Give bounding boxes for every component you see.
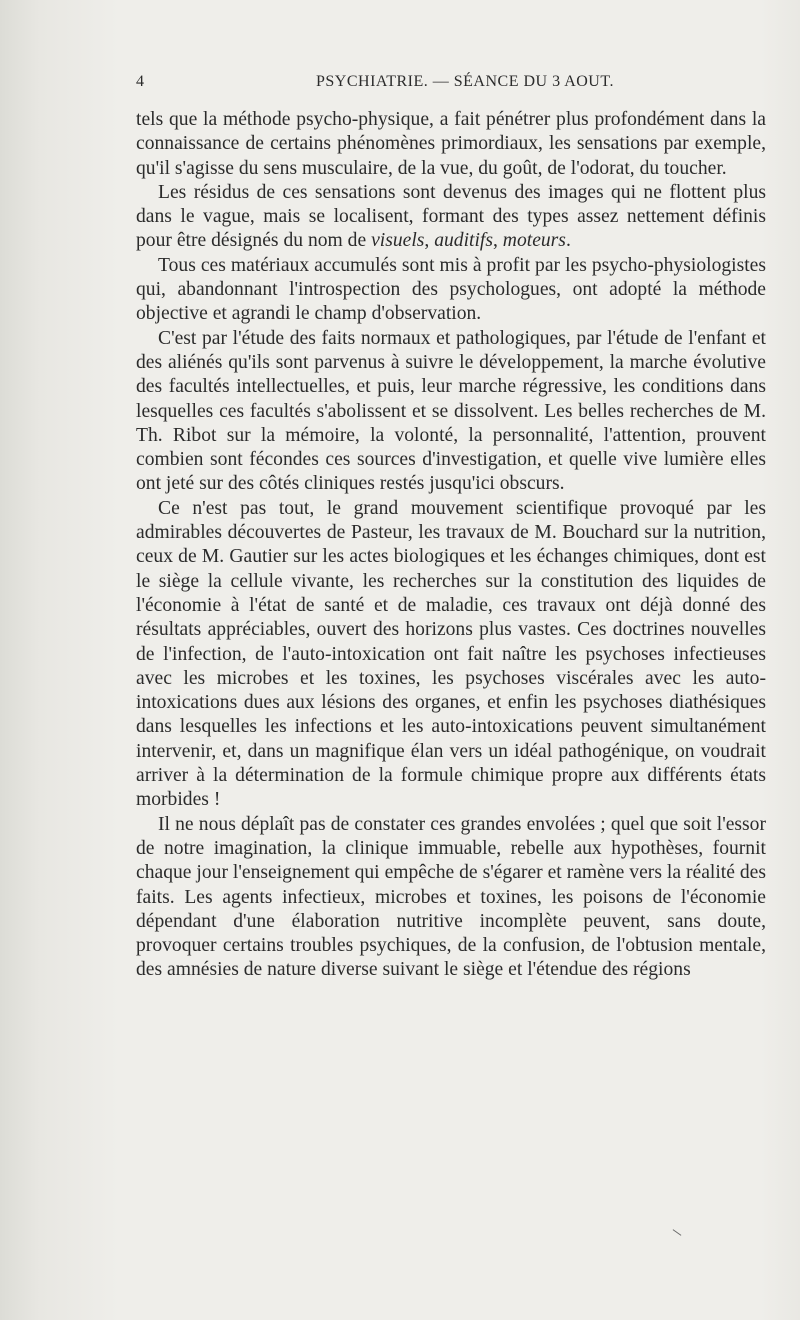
running-title: PSYCHIATRIE. — SÉANCE DU 3 AOUT. bbox=[316, 73, 614, 90]
italic-term: auditifs bbox=[434, 230, 493, 252]
paragraph-text: tels que la méthode psycho-physique, a fait pénétrer plus profondément dans la connaissance de certains phénomènes primordiaux, les sensations par exemple, qu'il s'agisse du sens musculaire, de la vue, du goût, de l'odorat, du toucher. bbox=[136, 109, 766, 179]
scan-artifact-mark bbox=[673, 1229, 682, 1236]
page-header bbox=[136, 73, 766, 95]
paragraph bbox=[136, 813, 766, 983]
italic-term: visuels bbox=[371, 230, 425, 252]
paragraph-text: Les résidus de ces sensations sont devenus des images qui ne flottent plus dans le vague, mais se localisent, formant des types assez nettement définis pour être désignés du nom de bbox=[136, 181, 766, 252]
paragraph-text: Il ne nous déplaît pas de constater ces grandes envolées ; quel que soit l'essor de notre imagination, la clinique immuable, rebelle aux hypothèses, fournit chaque jour l'enseignement qui empêche de s'égarer et ramène vers la réalité des faits. Les agents infectieux, microbes et toxines, les poisons de l'économie dépendant d'une élaboration nutritive incomplète peuvent, sans doute, provoquer certains troubles psychiques, de la confusion, de l'obtusion mentale, des amnésies de nature diverse suivant le siège et l'étendue des régions bbox=[136, 813, 766, 981]
paragraph bbox=[136, 108, 766, 181]
separator: , bbox=[424, 230, 435, 252]
paragraph bbox=[136, 497, 766, 813]
paragraph-end: . bbox=[565, 230, 571, 252]
page-number: 4 bbox=[136, 73, 145, 90]
separator: , bbox=[493, 230, 503, 252]
paragraph bbox=[136, 327, 766, 497]
paragraph-text: Ce n'est pas tout, le grand mouvement scientifique provoqué par les admirables découvertes de Pasteur, les travaux de M. Bouchard sur la nutrition, ceux de M. Gautier sur les actes biologiques et les échanges chimiques, dont est le siège la cellule vivante, les recherches sur la constitution des liquides de l'économie à l'état de santé et de maladie, ces travaux ont déjà donné des résultats appréciables, ouvert des horizons plus vastes. Ces doctrines nouvelles de l'infection, de l'auto-intoxication ont fait naître les psychoses infectieuses avec les microbes et les toxines, les psychoses viscérales avec les auto-intoxications dues aux lésions des organes, et enfin les psychoses diathésiques dans lesquelles les infections et les auto-intoxications peuvent simultanément intervenir, et, dans un magnifique élan vers un idéal pathogénique, on voudrait arriver à la détermination de la formule chimique propre aux différents états morbides ! bbox=[136, 497, 766, 811]
body-text bbox=[136, 108, 766, 983]
italic-term: moteurs bbox=[502, 230, 566, 252]
paragraph-text: C'est par l'étude des faits normaux et pathologiques, par l'étude de l'enfant et des aliénés qu'ils sont parvenus à suivre le développement, la marche évolutive des facultés intellectuelles, et puis, leur marche régressive, les conditions dans lesquelles ces facultés s'abolissent et se dissolvent. Les belles recherches de M. Th. Ribot sur la mémoire, la volonté, la personnalité, l'attention, prouvent combien sont fécondes ces sources d'investigation, et quelle vive lumière elles ont jeté sur des côtés cliniques restés jusqu'ici obscurs. bbox=[136, 327, 766, 495]
paragraph bbox=[136, 181, 766, 254]
paragraph bbox=[136, 254, 766, 327]
paragraph-text: Tous ces matériaux accumulés sont mis à profit par les psycho-physiologistes qui, abandonnant l'introspection des psychologues, ont adopté la méthode objective et agrandi le champ d'observation. bbox=[136, 254, 766, 325]
